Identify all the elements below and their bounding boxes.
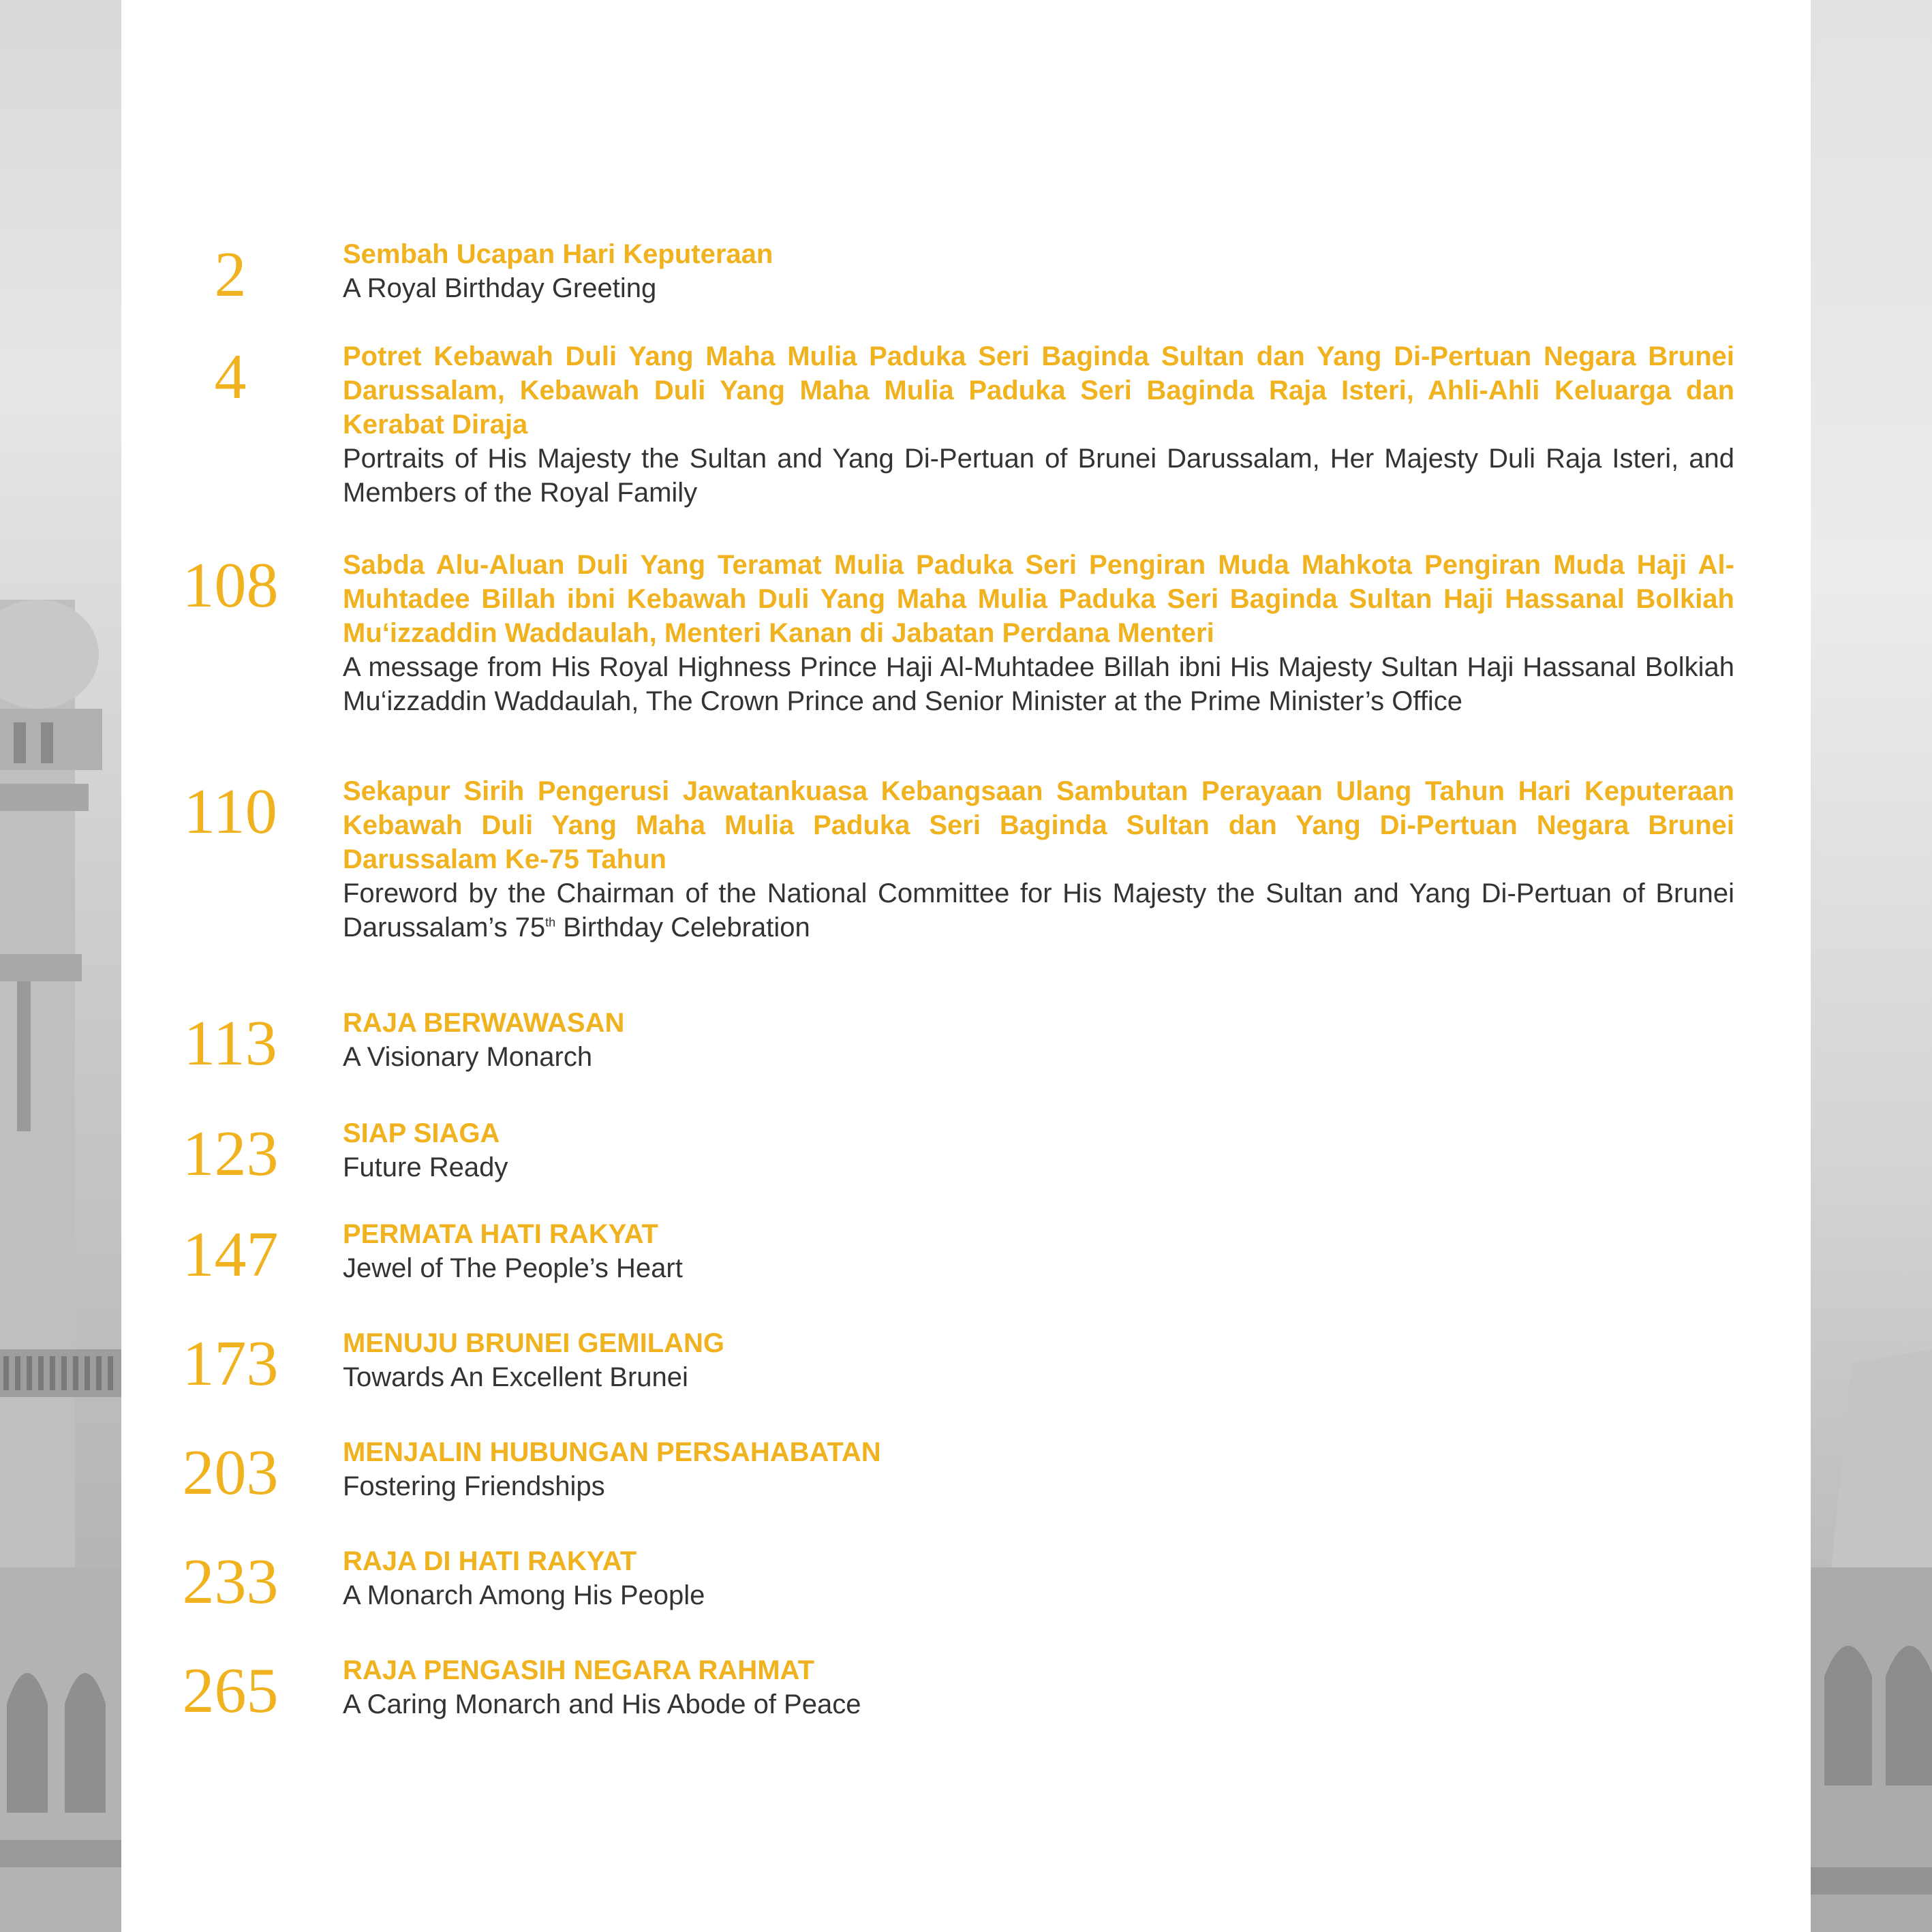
page-number: 203 [182, 1437, 279, 1508]
table-of-contents [121, 0, 1811, 1932]
page-number: 233 [182, 1546, 279, 1617]
entry-title: RAJA PENGASIH NEGARA RAHMAT [343, 1655, 814, 1685]
entry-subtitle: Fostering Friendships [343, 1471, 605, 1501]
page-number: 147 [182, 1219, 279, 1290]
entry-title: MENUJU BRUNEI GEMILANG [343, 1328, 725, 1358]
entry-title: Sekapur Sirih Pengerusi Jawatankuasa Kebangsaan Sambutan Perayaan Ulang Tahun Hari Keputeraan Kebawah Duli Yang Maha Mulia Paduka Seri Baginda Sultan dan Yang Di-Pertuan Negara Brunei Darussalam Ke-75 Tahun [343, 776, 1734, 874]
entry-subtitle: A Royal Birthday Greeting [343, 273, 657, 303]
entry-subtitle: Future Ready [343, 1152, 508, 1182]
entry-subtitle: Jewel of The People’s Heart [343, 1253, 683, 1283]
entry-title: RAJA DI HATI RAKYAT [343, 1546, 637, 1576]
entry-subtitle: A Caring Monarch and His Abode of Peace [343, 1689, 861, 1719]
entry-subtitle: Foreword by the Chairman of the National Committee for His Majesty the Sultan and Yang Di-Pertuan of Brunei Darussalam’s 75th Birthday Celebration [343, 878, 1734, 942]
entry-title: Sabda Alu-Aluan Duli Yang Teramat Mulia Paduka Seri Pengiran Muda Mahkota Pengiran Muda Haji Al-Muhtadee Billah ibni Kebawah Duli Yang Maha Mulia Paduka Seri Baginda Sultan Haji Hassanal Bolkiah Mu‘izzaddin Waddaulah, Menteri Kanan di Jabatan Perdana Menteri [343, 550, 1734, 648]
entry-title: Sembah Ucapan Hari Keputeraan [343, 239, 773, 269]
entry-subtitle: A message from His Royal Highness Prince Haji Al-Muhtadee Billah ibni His Majesty Sultan Haji Hassanal Bolkiah Mu‘izzaddin Waddaulah, The Crown Prince and Senior Minister at the Prime Minister’s Office [343, 652, 1734, 716]
page-number: 108 [182, 550, 279, 621]
page-number: 110 [183, 776, 277, 847]
entry-title: SIAP SIAGA [343, 1118, 500, 1148]
page-number: 265 [182, 1655, 279, 1726]
entry-subtitle: A Monarch Among His People [343, 1580, 705, 1610]
page-number: 2 [214, 239, 247, 310]
page-number: 173 [182, 1328, 279, 1399]
mosque-photo-right [1811, 0, 1932, 1932]
page-number: 113 [183, 1008, 277, 1079]
page-number: 123 [182, 1118, 279, 1189]
entry-title: MENJALIN HUBUNGAN PERSAHABATAN [343, 1437, 881, 1467]
entry-subtitle: A Visionary Monarch [343, 1042, 593, 1072]
entry-title: PERMATA HATI RAKYAT [343, 1219, 658, 1249]
mosque-photo-left [0, 0, 121, 1932]
entry-subtitle: Towards An Excellent Brunei [343, 1362, 688, 1392]
entry-subtitle: Portraits of His Majesty the Sultan and Yang Di-Pertuan of Brunei Darussalam, Her Majesty Duli Raja Isteri, and Members of the Royal Family [343, 444, 1734, 508]
entry-title: Potret Kebawah Duli Yang Maha Mulia Paduka Seri Baginda Sultan dan Yang Di-Pertuan Negara Brunei Darussalam, Kebawah Duli Yang Maha Mulia Paduka Seri Baginda Raja Isteri, Ahli-Ahli Keluarga dan Kerabat Diraja [343, 341, 1734, 440]
page-number: 4 [214, 341, 247, 412]
entry-title: RAJA BERWAWASAN [343, 1008, 625, 1038]
